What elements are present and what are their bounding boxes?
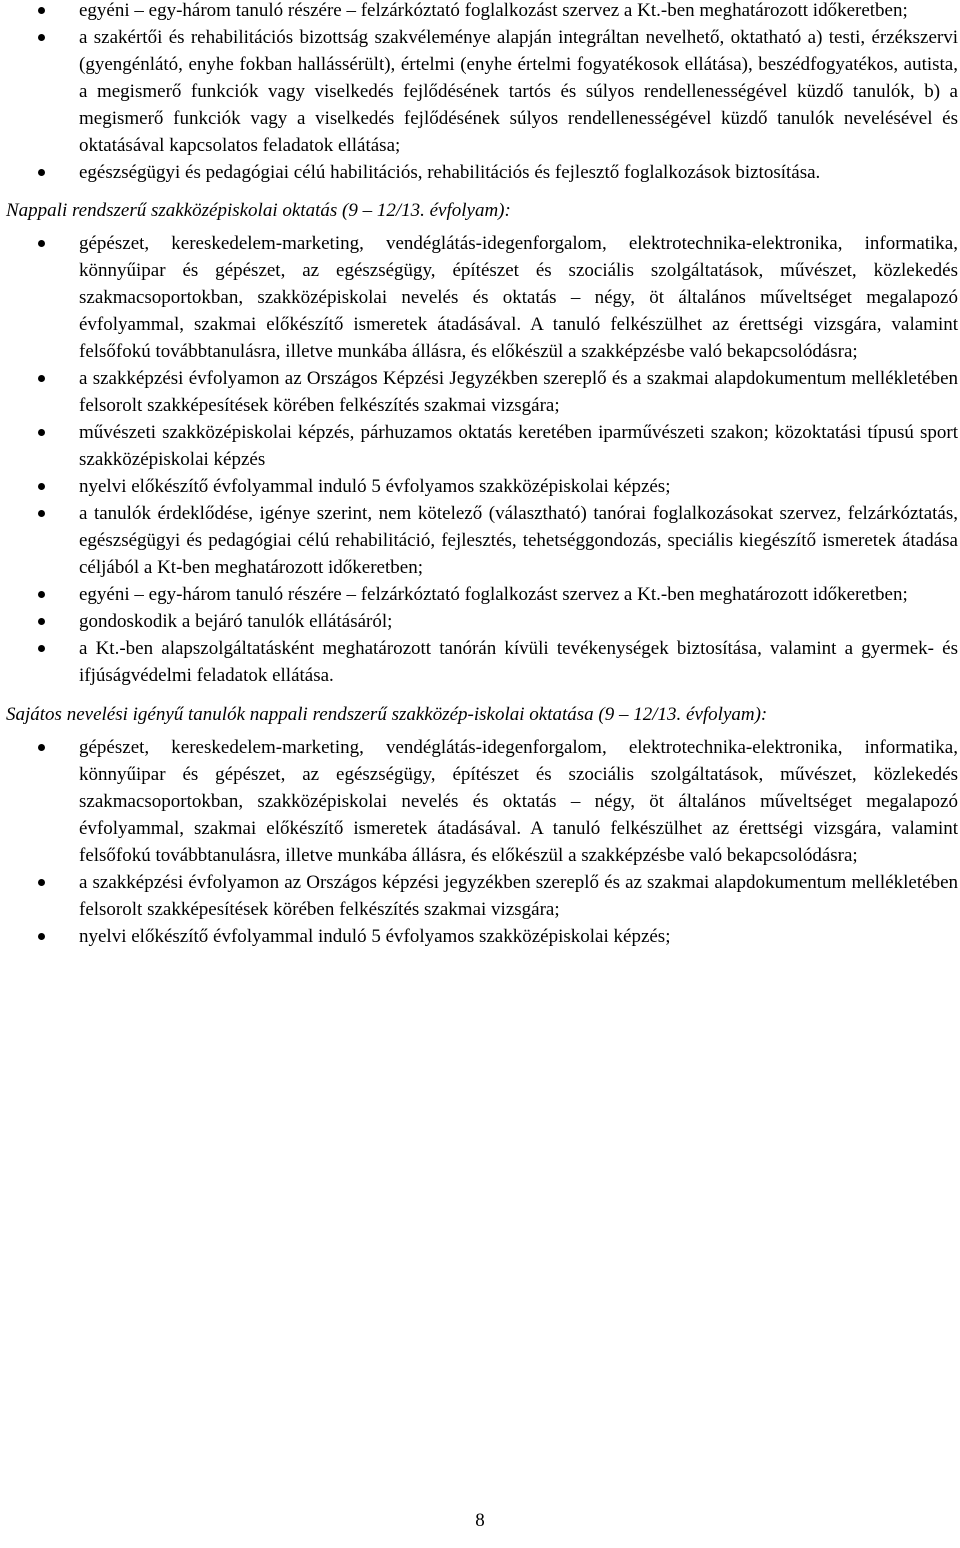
list-item: gépészet, kereskedelem-marketing, vendéglátás-idegenforgalom, elektrotechnika-elektronika, informatika, könnyűipar és gépészet, az egészségügy, építészet és szociális szolgáltatások, művészet, közlekedés szakmacsoportokban, szakközépiskolai nevelés és oktatás – négy, öt általános műveltséget megalapozó évfolyammal, szakmai előkészítő ismeretek átadásával. A tanuló felkészülhet az érettségi vizsgára, valamint felsőfokú továbbtanulásra, illetve munkába állásra, és előkészül a szakképzésbe való bekapcsolódásra;: [6, 230, 958, 365]
list-item: a szakértői és rehabilitációs bizottság szakvéleménye alapján integráltan nevelhető, oktatható a) testi, érzékszervi (gyengénlátó, enyhe fokban hallássérült), értelmi (enyhe értelmi fogyatékosok ellátása), beszédfogyatékos, autista, a megismerő funkciók vagy viselkedés fejlődésének tartós és súlyos rendellenességével küzdő tanulók, b) a megismerő funkciók vagy a viselkedés fejlődésének súlyos rendellenességével küzdő tanulók nevelésével és oktatásával kapcsolatos feladatok ellátása;: [6, 24, 958, 159]
section-heading-nappali: Nappali rendszerű szakközépiskolai oktatás (9 – 12/13. évfolyam):: [6, 200, 511, 221]
list-item: egyéni – egy-három tanuló részére – felzárkóztató foglalkozást szervez a Kt.-ben meghatározott időkeretben;: [6, 581, 958, 608]
list-item: nyelvi előkészítő évfolyammal induló 5 évfolyamos szakközépiskolai képzés;: [6, 473, 958, 500]
list-item: gondoskodik a bejáró tanulók ellátásáról;: [6, 608, 958, 635]
list-item: egyéni – egy-három tanuló részére – felzárkóztató foglalkozást szervez a Kt.-ben meghatározott időkeretben;: [6, 0, 958, 24]
section-heading-sni: Sajátos nevelési igényű tanulók nappali rendszerű szakközép-iskolai oktatása (9 – 12/13. évfolyam):: [6, 704, 768, 725]
list-item: egészségügyi és pedagógiai célú habilitációs, rehabilitációs és fejlesztő foglalkozások biztosítása.: [6, 159, 958, 186]
list-item: a szakképzési évfolyamon az Országos Képzési Jegyzékben szereplő és a szakmai alapdokumentum mellékletében felsorolt szakképesítések körében felkészítés szakmai vizsgára;: [6, 365, 958, 419]
list-item: nyelvi előkészítő évfolyammal induló 5 évfolyamos szakközépiskolai képzés;: [6, 923, 958, 950]
list-item: a Kt.-ben alapszolgáltatásként meghatározott tanórán kívüli tevékenységek biztosítása, valamint a gyermek- és ifjúságvédelmi feladatok ellátása.: [6, 635, 958, 689]
intro-list: [6, 0, 958, 186]
list-item: művészeti szakközépiskolai képzés, párhuzamos oktatás keretében iparművészeti szakon; közoktatási típusú sport szakközépiskolai képzés: [6, 419, 958, 473]
page-number: 8: [475, 1510, 485, 1531]
list-item: a tanulók érdeklődése, igénye szerint, nem kötelező (választható) tanórai foglalkozásokat szervez, felzárkóztatás, egészségügyi és pedagógiai célú rehabilitáció, fejlesztés, tehetséggondozás, speciális kiegészítő ismeretek átadása céljából a Kt-ben meghatározott időkeretben;: [6, 500, 958, 581]
nappali-list: [6, 230, 958, 689]
document-page: [6, 0, 958, 950]
list-item: gépészet, kereskedelem-marketing, vendéglátás-idegenforgalom, elektrotechnika-elektronika, informatika, könnyűipar és gépészet, az egészségügy, építészet és szociális szolgáltatások, művészet, közlekedés szakmacsoportokban, szakközépiskolai nevelés és oktatás – négy, öt általános műveltséget megalapozó évfolyammal, szakmai előkészítő ismeretek átadásával. A tanuló felkészülhet az érettségi vizsgára, valamint felsőfokú továbbtanulásra, illetve munkába állásra, és előkészül a szakképzésbe való bekapcsolódásra;: [6, 734, 958, 869]
sni-list: [6, 734, 958, 950]
list-item: a szakképzési évfolyamon az Országos képzési jegyzékben szereplő és az szakmai alapdokumentum mellékletében felsorolt szakképesítések körében felkészítés szakmai vizsgára;: [6, 869, 958, 923]
